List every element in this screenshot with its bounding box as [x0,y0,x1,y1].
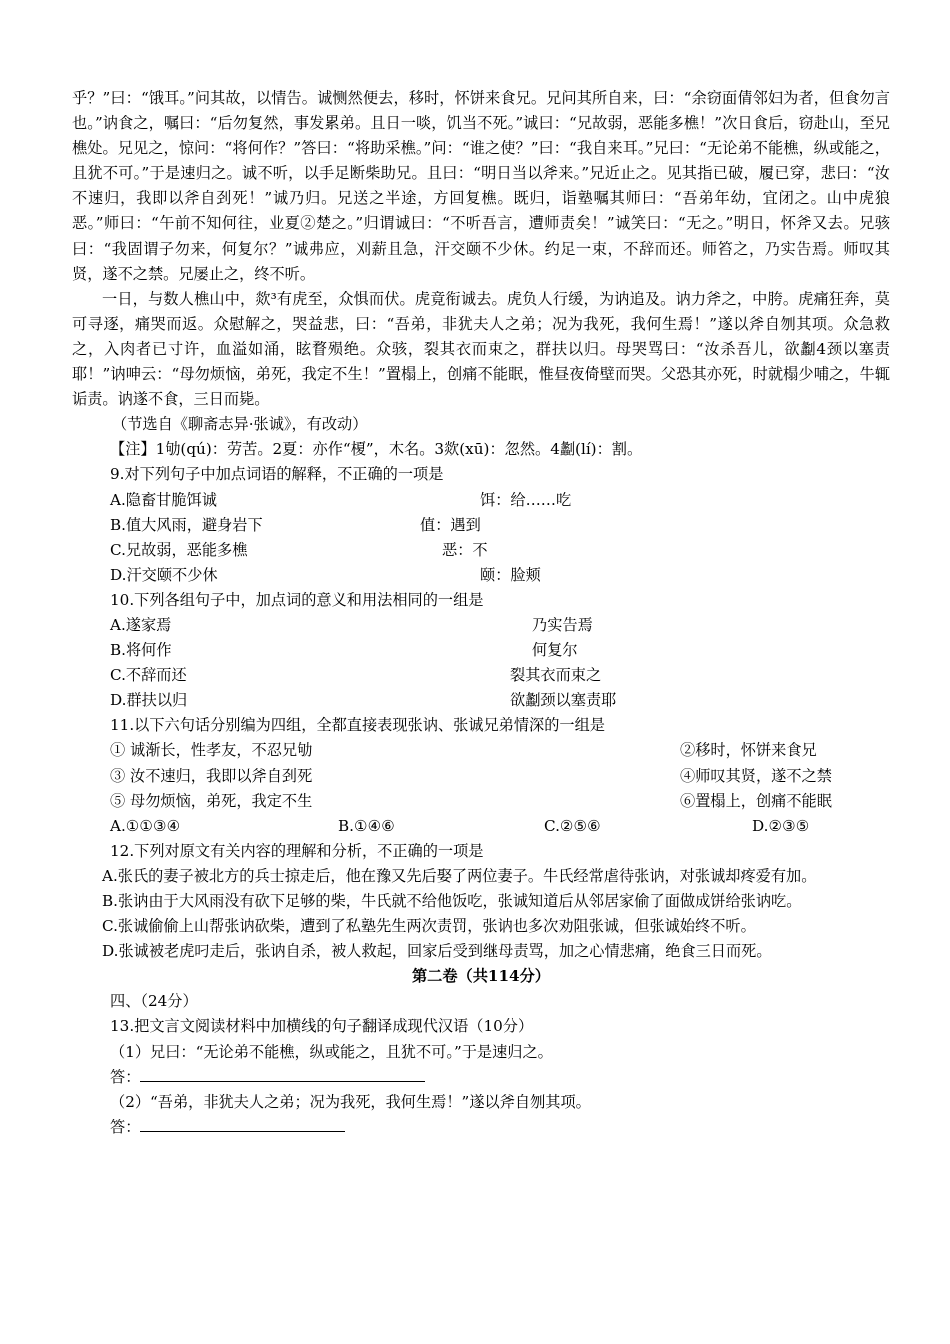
item-left: ③ 汝不速归，我即以斧自刭死 [110,766,313,785]
answer-blank[interactable] [140,1067,425,1082]
question-11-stem: 11.以下六句话分别编为四组，全都直接表现张讷、张诚兄弟情深的一组是 [110,716,605,735]
option-gloss: 值：遇到 [420,515,481,534]
option-right: 裂其衣而束之 [510,666,602,685]
question-11-items-row [110,738,890,763]
question-12-option-c: C.张诚偷偷上山帮张讷砍柴，遭到了私塾先生两次责罚，张讷也多次劝阻张诚，但张诚始终不听。 [102,917,756,936]
answer-line-1[interactable] [110,1065,890,1090]
question-12-option-a: A.张氏的妻子被北方的兵士掠走后，他在豫又先后娶了两位妻子。牛氏经常虐待张讷，对张诚却疼爱有加。 [102,866,817,885]
question-12-option-d: D.张诚被老虎叼走后，张讷自杀，被人救起，回家后受到继母责骂，加之心情悲痛，绝食三日而死。 [102,942,772,961]
question-11-items-row [110,764,890,789]
question-10-option-c [110,663,890,688]
option-left: C.不辞而还 [110,666,187,685]
option-right: 何复尔 [532,641,578,660]
question-9-option-b [110,513,890,538]
item-left: ① 诚渐长，性孝友，不忍兄劬 [110,741,313,760]
option-left: A.遂家焉 [110,615,172,634]
option-sentence: D.汗交颐不少休 [110,565,218,584]
option-gloss: 恶：不 [442,540,488,559]
passage-source: （节选自《聊斋志异·张诚》，有改动） [112,415,368,434]
question-10-option-b [110,638,890,663]
question-13-stem: 13.把文言文阅读材料中加横线的句子翻译成现代汉语（10分） [110,1017,534,1036]
option-sentence: A.隐畜甘脆饵诚 [110,490,217,509]
question-9-option-d [110,563,890,588]
item-left: ⑤ 母勿烦恼，弟死，我定不生 [110,791,313,810]
choice-d: D.②③⑤ [752,816,810,835]
question-11-items-row [110,789,890,814]
question-12-option-b: B.张讷由于大风雨没有砍下足够的柴，牛氏就不给他饭吃，张诚知道后从邻居家偷了面做成饼给张讷吃。 [102,892,802,910]
passage-paragraph-1: 乎？”曰：“饿耳。”问其故，以情告。诚恻然便去，移时，怀饼来食兄。兄问其所自来，曰：“余窃面倩邻妇为者，但食勿言也。”讷食之，嘱曰：“后勿复然，事发累弟。且日一啖，饥当不死。”诚曰：“兄故弱，恶能多樵！”次日食后，窃赴山，至兄樵处。兄见之，惊问：“将何作？”答曰：“将助采樵。”问：“谁之使？”曰：“我自来耳。”兄曰：“无论弟不能樵，纵或能之，且犹不可。”于是速归之。诚不听，以手足断柴助兄。且曰：“明日当以斧来。”兄近止之。见其指已破，履已穿，悲曰：“汝不速归，我即以斧自刭死！”诚乃归。兄送之半途，方回复樵。既归，诣塾嘱其师曰：“吾弟年幼，宜闭之。山中虎狼恶。”师曰：“午前不知何往，业夏②楚之。”归谓诚曰：“不听吾言，遭师责矣！”诚笑曰：“无之。”明日，怀斧又去。兄骇曰：“我固谓子勿来，何复尔？”诚弗应，刈薪且急，汗交颐不少休。约足一束，不辞而还。师笞之，乃实告焉。师叹其贤，遂不之禁。兄屡止之，终不听。 [72,89,890,283]
item-right: ②移时，怀饼来食兄 [680,741,817,760]
option-sentence: C.兄故弱，恶能多樵 [110,540,248,559]
option-left: D.群扶以归 [110,691,188,710]
answer-label: 答： [110,1067,141,1086]
choice-c: C.②⑤⑥ [544,816,601,835]
question-10-stem: 10.下列各组句子中，加点词的意义和用法相同的一组是 [110,590,484,609]
question-13-sub-1: （1）兄曰：“无论弟不能樵，纵或能之，且犹不可。”于是速归之。 [110,1042,553,1061]
section-four-heading: 四、（24分） [110,992,198,1011]
question-11-choices [110,814,890,839]
answer-line-2[interactable] [110,1115,890,1140]
option-gloss: 颐：脸颊 [480,565,541,584]
option-right: 欲劙颈以塞责耶 [510,691,617,710]
question-9-option-a [110,488,890,513]
option-gloss: 饵：给……吃 [480,490,572,509]
part-two-title: 第二卷（共114分） [411,967,550,986]
question-10-option-a [110,613,890,638]
passage-note: 【注】1劬(qú)：劳苦。2夏：亦作“榎”，木名。3欻(xū)：忽然。4劙(lí)：割。 [110,440,643,459]
question-9-option-c [110,538,890,563]
item-right: ④师叹其贤，遂不之禁 [680,766,832,785]
choice-b: B.①④⑥ [338,816,395,835]
passage-paragraph-2: 一日，与数人樵山中，欻³有虎至，众惧而伏。虎竟衔诚去。虎负人行缓，为讷追及。讷力斧之，中胯。虎痛狂奔，莫可寻逐，痛哭而返。众慰解之，哭益悲，曰：“吾弟，非犹夫人之弟；况为我死，我何生焉！”遂以斧自刎其项。众急救之，入肉者已寸许，血溢如涌，眩瞀殒绝。众骇，裂其衣而束之，群扶以归。母哭骂曰：“汝杀吾儿，欲劙4颈以塞责耶！”讷呻云：“母勿烦恼，弟死，我定不生！”置榻上，创痛不能眠，惟昼夜倚壁而哭。父恐其亦死，时就榻少哺之，牛辄诟责。讷遂不食，三日而毙。 [72,289,890,409]
choice-a: A.①①③④ [110,816,181,835]
question-12-stem: 12.下列对原文有关内容的理解和分析，不正确的一项是 [110,841,484,860]
option-left: B.将何作 [110,641,172,660]
question-9-stem: 9.对下列句子中加点词语的解释，不正确的一项是 [110,465,444,484]
question-10-option-d [110,688,890,713]
question-13-sub-2: （2）“吾弟，非犹夫人之弟；况为我死，我何生焉！”遂以斧自刎其项。 [110,1092,591,1111]
option-right: 乃实告焉 [532,615,593,634]
answer-blank[interactable] [140,1117,345,1132]
item-right: ⑥置榻上，创痛不能眠 [680,791,832,810]
answer-label: 答： [110,1117,141,1136]
option-sentence: B.值大风雨，避身岩下 [110,515,263,534]
